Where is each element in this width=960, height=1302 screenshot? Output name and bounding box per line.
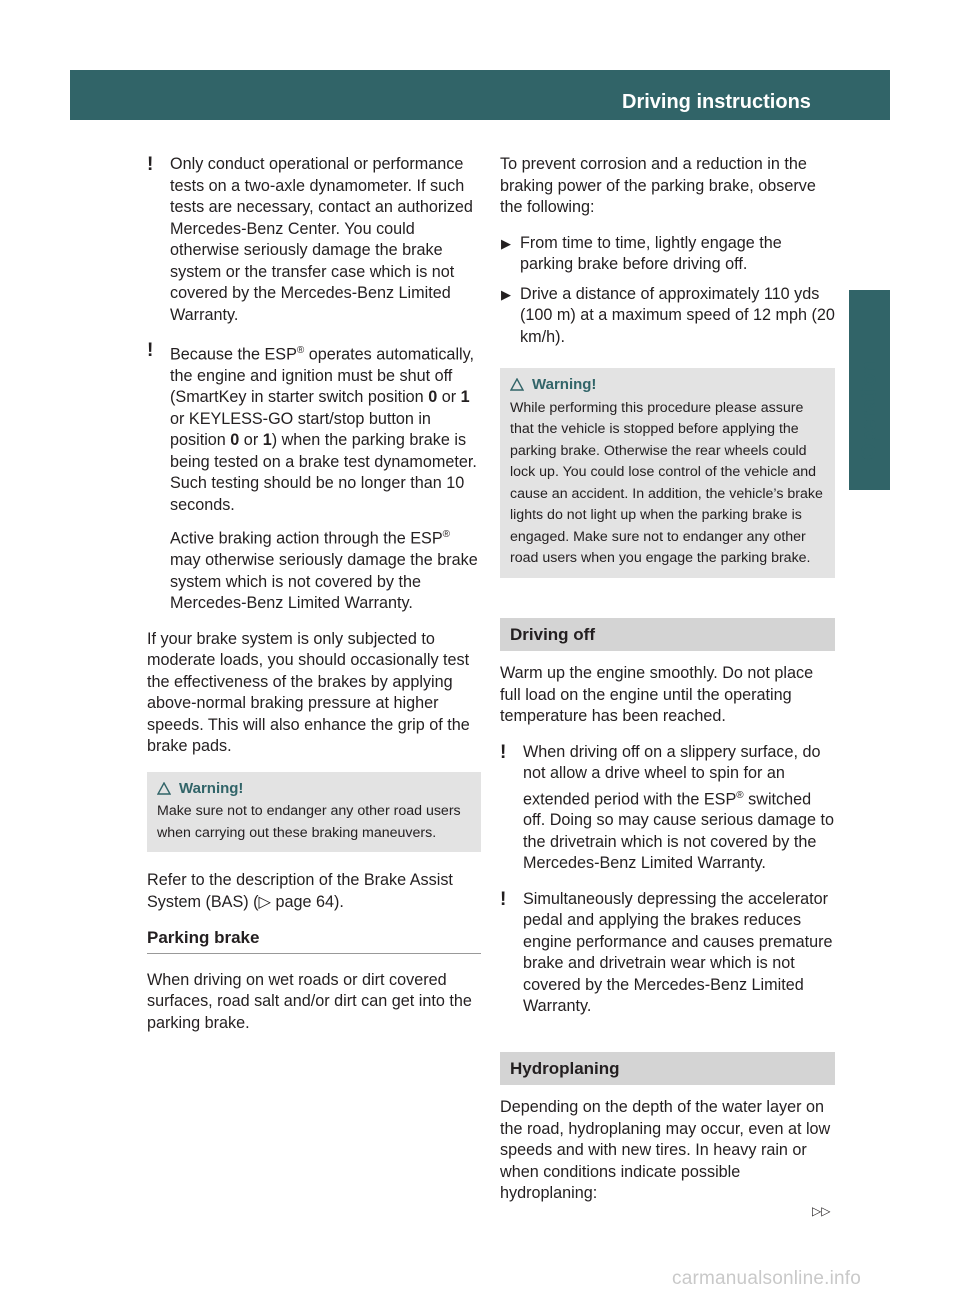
page-number: 255 (910, 92, 941, 112)
header-title: Driving instructions (622, 91, 811, 113)
heading-parking-brake: Parking brake (147, 927, 481, 954)
section-tab-label: Operation (857, 360, 881, 460)
note-esp-subtext: Active braking action through the ESP® may otherwise seriously damage the brake system which is not covered by the Mercedes-Benz Limited Warranty. (170, 529, 478, 613)
section-heading-driving-off: Driving off (500, 618, 835, 652)
paragraph-parking-brake: When driving on wet roads or dirt covered surfaces, road salt and/or dirt can get into the parking brake. (147, 970, 472, 1032)
section-heading-hydroplaning: Hydroplaning (500, 1052, 835, 1086)
note-text: Only conduct operational or performance tests on a two-axle dynamometer. If such tests are necessary, contact an authorized Mercedes-Benz Center. You could otherwise seriously damage the brake system or the transfer case which is not covered by the Mercedes-Benz Limited Warranty. (170, 155, 473, 324)
header-divider (897, 74, 900, 120)
note-icon: ! (147, 154, 154, 175)
watermark: carmanualsonline.info (672, 1268, 862, 1289)
list-item: ▶ From time to time, lightly engage the parking brake before driving off. (501, 233, 782, 273)
warning-triangle-icon (510, 378, 524, 391)
paragraph-corrosion: To prevent corrosion and a reduction in the braking power of the parking brake, observe the following: (500, 155, 816, 216)
left-column (147, 154, 481, 1048)
note-icon: ! (147, 340, 154, 361)
paragraph-warm-up: Warm up the engine smoothly. Do not place full load on the engine until the operating temperature has been reached. (500, 664, 814, 725)
note-slippery-surface: ! When driving off on a slippery surface, do not allow a drive wheel to spin for an extended period with the ESP® switched off. Doing so may cause serious damage to the drivetrain which is not covered by the Mercedes-Benz Limited Warranty. (500, 741, 835, 873)
right-column (500, 154, 835, 1219)
note-dynamometer (147, 154, 481, 326)
continue-arrow-icon: ▷▷ (812, 1204, 831, 1218)
paragraph-bas-reference: Refer to the description of the Brake Assist System (BAS) (▷ page 64). (147, 871, 453, 911)
paragraph-brake-test: If your brake system is only subjected to moderate loads, you should occasionally test the effectiveness of the brakes by applying above-normal braking pressure at higher speeds. This will also enhance the grip of the brake pads. (147, 629, 470, 756)
list-item: ▶ Drive a distance of approximately 110 yds (100 m) at a maximum speed of 12 mph (20 km/h). (501, 284, 835, 346)
note-icon: ! (500, 888, 507, 910)
warning-triangle-icon (157, 782, 171, 795)
bullet-arrow-icon: ▶ (501, 286, 511, 302)
warning-text: Make sure not to endanger any other road users when carrying out these braking maneuvers. (157, 803, 461, 841)
bullet-arrow-icon: ▶ (501, 235, 511, 251)
note-pedals: ! Simultaneously depressing the accelerator pedal and applying the brakes reduces engine performance and causes premature brake and drivetrain wear which is not covered by the Mercedes-Benz Limited Warranty. (500, 888, 833, 1016)
warning-text: While performing this procedure please assure that the vehicle is stopped before applying the parking brake. Otherwise the rear wheels could lock up. You could lose control of the vehicle and cause an accident. In addition, the vehicle’s brake lights do not light up when the parking brake is engaged. Make sure not to endanger any other road users when you engage the parking brake. (510, 399, 823, 566)
warning-box (500, 368, 835, 578)
warning-title: Warning! (179, 779, 244, 797)
warning-title: Warning! (532, 376, 597, 393)
note-icon: ! (500, 741, 507, 763)
warning-box (147, 772, 481, 853)
paragraph-hydroplaning: Depending on the depth of the water layer on the road, hydroplaning may occur, even at low speeds and with new tires. In heavy rain or when conditions indicate possible hydroplaning: (500, 1098, 831, 1203)
note-esp: ! Because the ESP® operates automatically, the engine and ignition must be shut off (SmartKey in starter switch position 0 or 1 or KEYLESS-GO start/stop button in position 0 or 1) when the parking brake is being tested on a brake test dynamometer. Such testing should be no longer than 10 seconds. Active braking action through the ESP® may otherwise seriously damage the brake system which is not covered by the Mercedes-Benz Limited Warranty. (147, 340, 481, 615)
page-header (70, 70, 941, 120)
